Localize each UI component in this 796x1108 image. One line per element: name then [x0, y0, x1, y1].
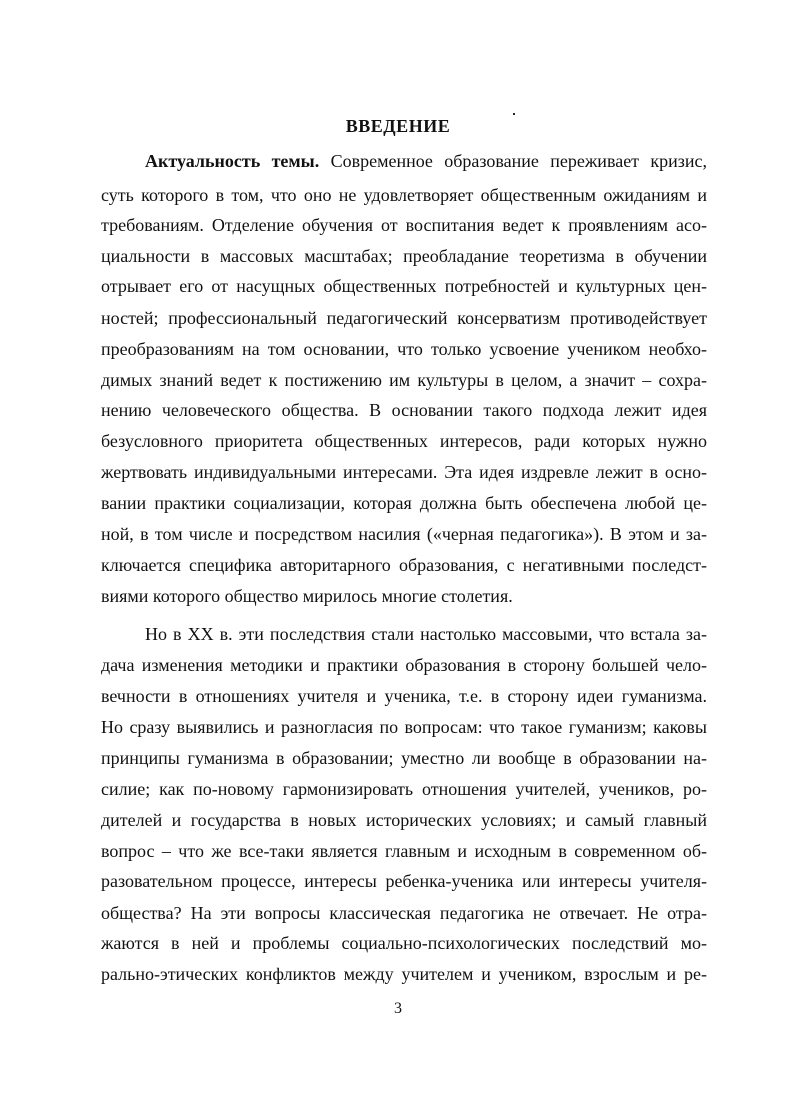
paragraph-line: рально-этических конфликтов между учителем и учеником, взрослым и ре-	[101, 964, 707, 984]
paragraph-line: Но сразу выявились и разногласия по вопросам: что такое гуманизм; каковы	[101, 717, 707, 737]
paragraph-line: требованиям. Отделение обучения от воспитания ведет к проявлениям асо-	[101, 215, 707, 235]
paragraph-line: безусловного приоритета общественных интересов, ради которых нужно	[101, 431, 707, 451]
paragraph-line: ключается специфика авторитарного образования, с негативными последст-	[101, 555, 707, 575]
paragraph-line: дача изменения методики и практики образования в сторону большей чело-	[101, 655, 707, 675]
paragraph-line: димых знаний ведет к постижению им культуры в целом, а значит – сохра-	[101, 370, 707, 390]
page-number: 3	[394, 1000, 402, 1017]
paragraph-line: вечности в отношениях учителя и ученика, т.е. в сторону идеи гуманизма.	[101, 686, 707, 706]
scan-speck	[513, 113, 515, 115]
paragraph-line: отрывает его от насущных общественных потребностей и культурных цен-	[101, 276, 707, 296]
paragraph-line: общества? На эти вопросы классическая педагогика не отвечает. Не отра-	[101, 903, 707, 923]
paragraph-line: Но в XX в. эти последствия стали настолько массовыми, что встала за-	[145, 624, 707, 644]
paragraph-line: силие; как по-новому гармонизировать отношения учителей, учеников, ро-	[101, 779, 707, 799]
paragraph-line: ностей; профессиональный педагогический консерватизм противодействует	[101, 308, 707, 328]
lead-term: Актуальность темы.	[145, 151, 320, 171]
paragraph-line: дителей и государства в новых исторических условиях; и самый главный	[101, 810, 707, 830]
paragraph-line: жертвовать индивидуальными интересами. Эта идея издревле лежит в осно-	[101, 462, 707, 482]
paragraph-line: ной, в том числе и посредством насилия («черная педагогика»). В этом и за-	[101, 524, 707, 544]
paragraph-line: виями которого общество мирилось многие столетия.	[101, 586, 513, 606]
paragraph-line: нению человеческого общества. В основании такого подхода лежит идея	[101, 400, 707, 420]
paragraph-line: вопрос – что же все-таки является главным и исходным в современном об-	[101, 841, 707, 861]
paragraph-line: Актуальность темы. Современное образование переживает кризис,	[145, 151, 708, 171]
page-title: ВВЕДЕНИЕ	[345, 116, 451, 136]
paragraph-line: преобразованиям на том основании, что только усвоение учеником необхо-	[101, 339, 707, 359]
paragraph-line: циальности в массовых масштабах; преобладание теоретизма в обучении	[101, 246, 707, 266]
paragraph-line: вании практики социализации, которая должна быть обеспечена любой це-	[101, 493, 707, 513]
paragraph-line: жаются в ней и проблемы социально-психологических последствий мо-	[101, 933, 707, 953]
paragraph-line: разовательном процессе, интересы ребенка-ученика или интересы учителя-	[101, 871, 707, 891]
paragraph-line: принципы гуманизма в образовании; уместно ли вообще в образовании на-	[101, 748, 707, 768]
paragraph-line: суть которого в том, что оно не удовлетворяет общественным ожиданиям и	[101, 185, 707, 205]
